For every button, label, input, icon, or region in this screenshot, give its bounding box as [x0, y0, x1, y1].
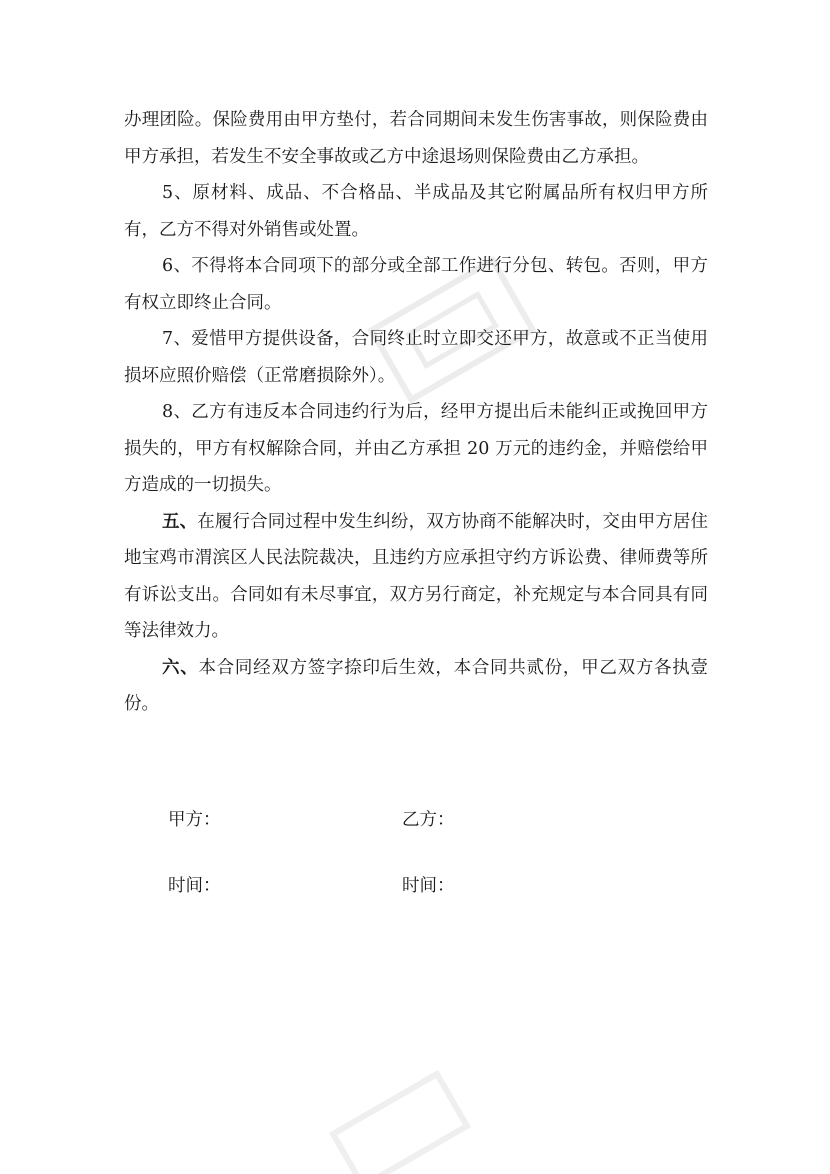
contract-body [124, 102, 708, 723]
section-5-text: 在履行合同过程中发生纠纷，双方协商不能解决时，交由甲方居住地宝鸡市渭滨区人民法院裁决，且违约方应承担守约方诉讼费、律师费等所有诉讼支出。合同如有未尽事宜，双方另行商定，补充规定与本合同具有同等法律效力。 [124, 511, 708, 641]
section-6-text: 本合同经双方签字捺印后生效，本合同共贰份，甲乙双方各执壹份。 [124, 657, 709, 714]
paragraph-clause-6: 6、不得将本合同项下的部分或全部工作进行分包、转包。否则，甲方有权立即终止合同。 [124, 256, 708, 313]
paragraph-clause-5: 5、原材料、成品、不合格品、半成品及其它附属品所有权归甲方所有，乙方不得对外销售或处置。 [124, 183, 708, 240]
paragraph-section-5 [124, 504, 708, 650]
party-a-label: 甲方： [168, 810, 221, 830]
section-5-heading: 五、 [162, 511, 198, 532]
paragraph-insurance: 办理团险。保险费用由甲方垫付，若合同期间未发生伤害事故，则保险费由甲方承担，若发生不安全事故或乙方中途退场则保险费由乙方承担。 [124, 110, 708, 167]
watermark-mark-bottom [333, 1074, 467, 1174]
paragraph-section-6 [124, 650, 708, 723]
time-a-label: 时间： [168, 876, 221, 896]
paragraph-clause-8: 8、乙方有违反本合同违约行为后，经甲方提出后未能纠正或挽回甲方损失的，甲方有权解除合同，并由乙方承担 20 万元的违约金，并赔偿给甲方造成的一切损失。 [124, 402, 708, 495]
party-b-label: 乙方： [402, 810, 455, 830]
paragraph-clause-7: 7、爱惜甲方提供设备，合同终止时立即交还甲方，故意或不正当使用损坏应照价赔偿（正常磨损除外）。 [124, 329, 708, 386]
section-6-heading: 六、 [162, 657, 199, 678]
time-b-label: 时间： [402, 876, 455, 896]
